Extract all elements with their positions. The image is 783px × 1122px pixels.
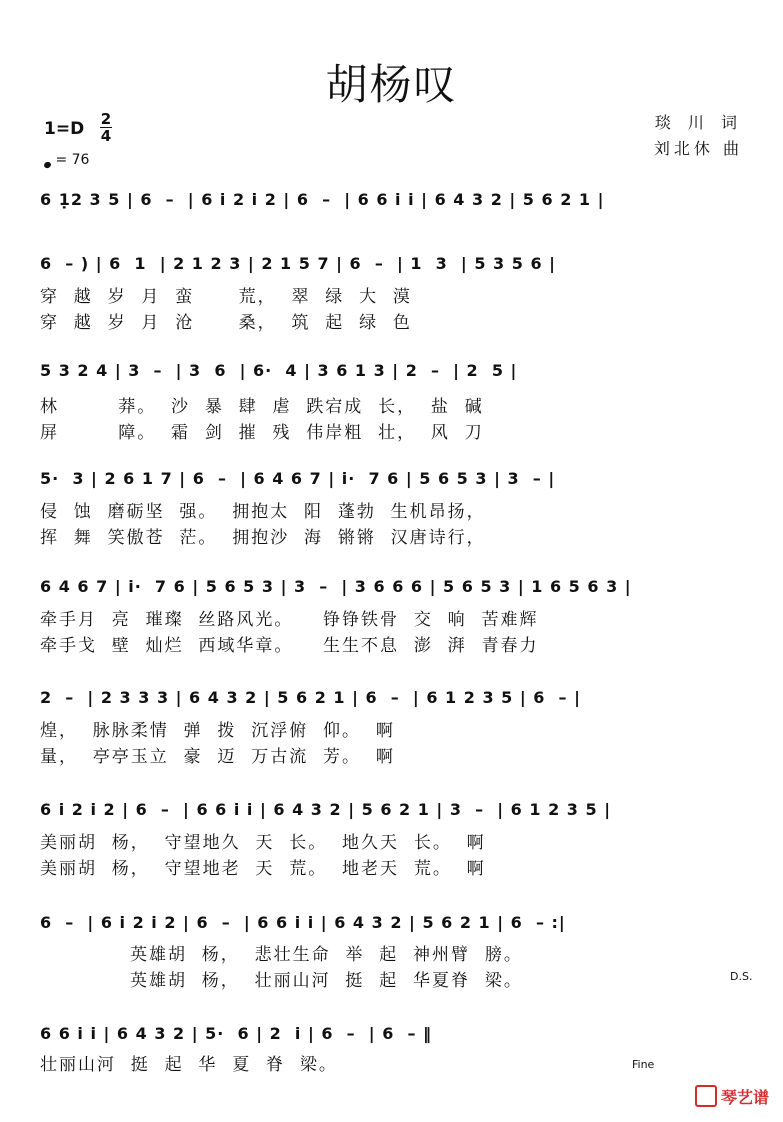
score-row-4: 5· 3 | 2 6 1 7 | 6 – | 6 4 6 7 | i· 7 6 | 5 6 5 3 | 3 – | <box>40 469 556 488</box>
lyric-row-5-verse-1: 牵手月 亮 璀璨 丝路风光。 铮铮铁骨 交 响 苦难辉 <box>40 610 539 630</box>
quarter-note-icon <box>43 161 52 169</box>
ds-mark: D.S. <box>730 970 753 983</box>
key-signature: 1=D <box>44 119 85 139</box>
lyric-row-2-verse-2: 穿 越 岁 月 沧 桑， 筑 起 绿 色 <box>40 313 412 333</box>
score-row-6: 2 – | 2 3 3 3 | 6 4 3 2 | 5 6 2 1 | 6 – | 6 1 2 3 5 | 6 – | <box>40 688 581 707</box>
fine-mark: Fine <box>632 1058 655 1071</box>
song-title: 胡杨叹 <box>325 60 458 109</box>
score-row-7: 6 i 2 i 2 | 6 – | 6 6 i i | 6 4 3 2 | 5 6 2 1 | 3 – | 6 1 2 3 5 | <box>40 800 612 819</box>
lyric-row-9-verse-1: 壮丽山河 挺 起 华 夏 脊 梁。 <box>40 1055 338 1075</box>
time-top: 2 <box>100 110 112 128</box>
score-row-3: 5 3 2 4 | 3 – | 3 6 | 6· 4 | 3 6 1 3 | 2 – | 2 5 | <box>40 361 518 380</box>
lyric-row-3-verse-1: 林 莽。 沙 暴 肆 虐 跌宕成 长， 盐 碱 <box>40 397 484 417</box>
lyric-row-6-verse-2: 量， 亭亭玉立 豪 迈 万古流 芳。 啊 <box>40 747 395 767</box>
score-row-9: 6 6 i i | 6 4 3 2 | 5· 6 | 2 i | 6 – | 6 – ‖ <box>40 1024 433 1043</box>
logo-text: 琴艺谱 <box>720 1088 769 1107</box>
lyric-row-5-verse-2: 牵手戈 壁 灿烂 西域华章。 生生不息 澎 湃 青春力 <box>40 636 539 656</box>
score-row-1: 6 1̣2 3 5 | 6 – | 6 i 2 i 2 | 6 – | 6 6 i i | 6 4 3 2 | 5 6 2 1 | <box>40 190 605 209</box>
lyric-row-2-verse-1: 穿 越 岁 月 蛮 荒， 翠 绿 大 漠 <box>40 287 412 307</box>
site-logo <box>695 1085 769 1108</box>
lyric-row-7-verse-2: 美丽胡 杨， 守望地老 天 荒。 地老天 荒。 啊 <box>40 859 486 879</box>
composer-credit: 刘北休 曲 <box>653 139 743 158</box>
lyric-row-6-verse-1: 煌， 脉脉柔情 弹 拨 沉浮俯 仰。 啊 <box>40 721 395 741</box>
tempo-mark <box>44 152 89 168</box>
lyric-row-8-verse-2: 英雄胡 杨， 壮丽山河 挺 起 华夏脊 梁。 <box>130 971 523 991</box>
time-bottom: 4 <box>100 127 112 145</box>
lyric-row-7-verse-1: 美丽胡 杨， 守望地久 天 长。 地久天 长。 啊 <box>40 833 486 853</box>
score-row-5: 6 4 6 7 | i· 7 6 | 5 6 5 3 | 3 – | 3 6 6 6 | 5 6 5 3 | 1 6 5 6 3 | <box>40 577 632 596</box>
lyric-row-4-verse-2: 挥 舞 笑傲苍 茫。 拥抱沙 海 锵锵 汉唐诗行， <box>40 528 486 548</box>
score-row-8: 6 – | 6 i 2 i 2 | 6 – | 6 6 i i | 6 4 3 2 | 5 6 2 1 | 6 – :| <box>40 913 566 932</box>
tempo-value: = 76 <box>55 152 90 168</box>
lyric-row-3-verse-2: 屏 障。 霜 剑 摧 残 伟岸粗 壮， 风 刀 <box>40 423 484 443</box>
lyric-row-4-verse-1: 侵 蚀 磨砺坚 强。 拥抱太 阳 蓬勃 生机昂扬， <box>40 502 486 522</box>
lyric-row-8-verse-1: 英雄胡 杨， 悲壮生命 举 起 神州臂 膀。 <box>130 945 523 965</box>
time-signature <box>100 112 112 143</box>
logo-icon <box>695 1085 717 1107</box>
lyricist-credit: 琰 川 词 <box>654 113 743 132</box>
score-row-2: 6 – ) | 6 1 | 2 1 2 3 | 2 1 5 7 | 6 – | 1 3 | 5 3 5 6 | <box>40 254 556 273</box>
